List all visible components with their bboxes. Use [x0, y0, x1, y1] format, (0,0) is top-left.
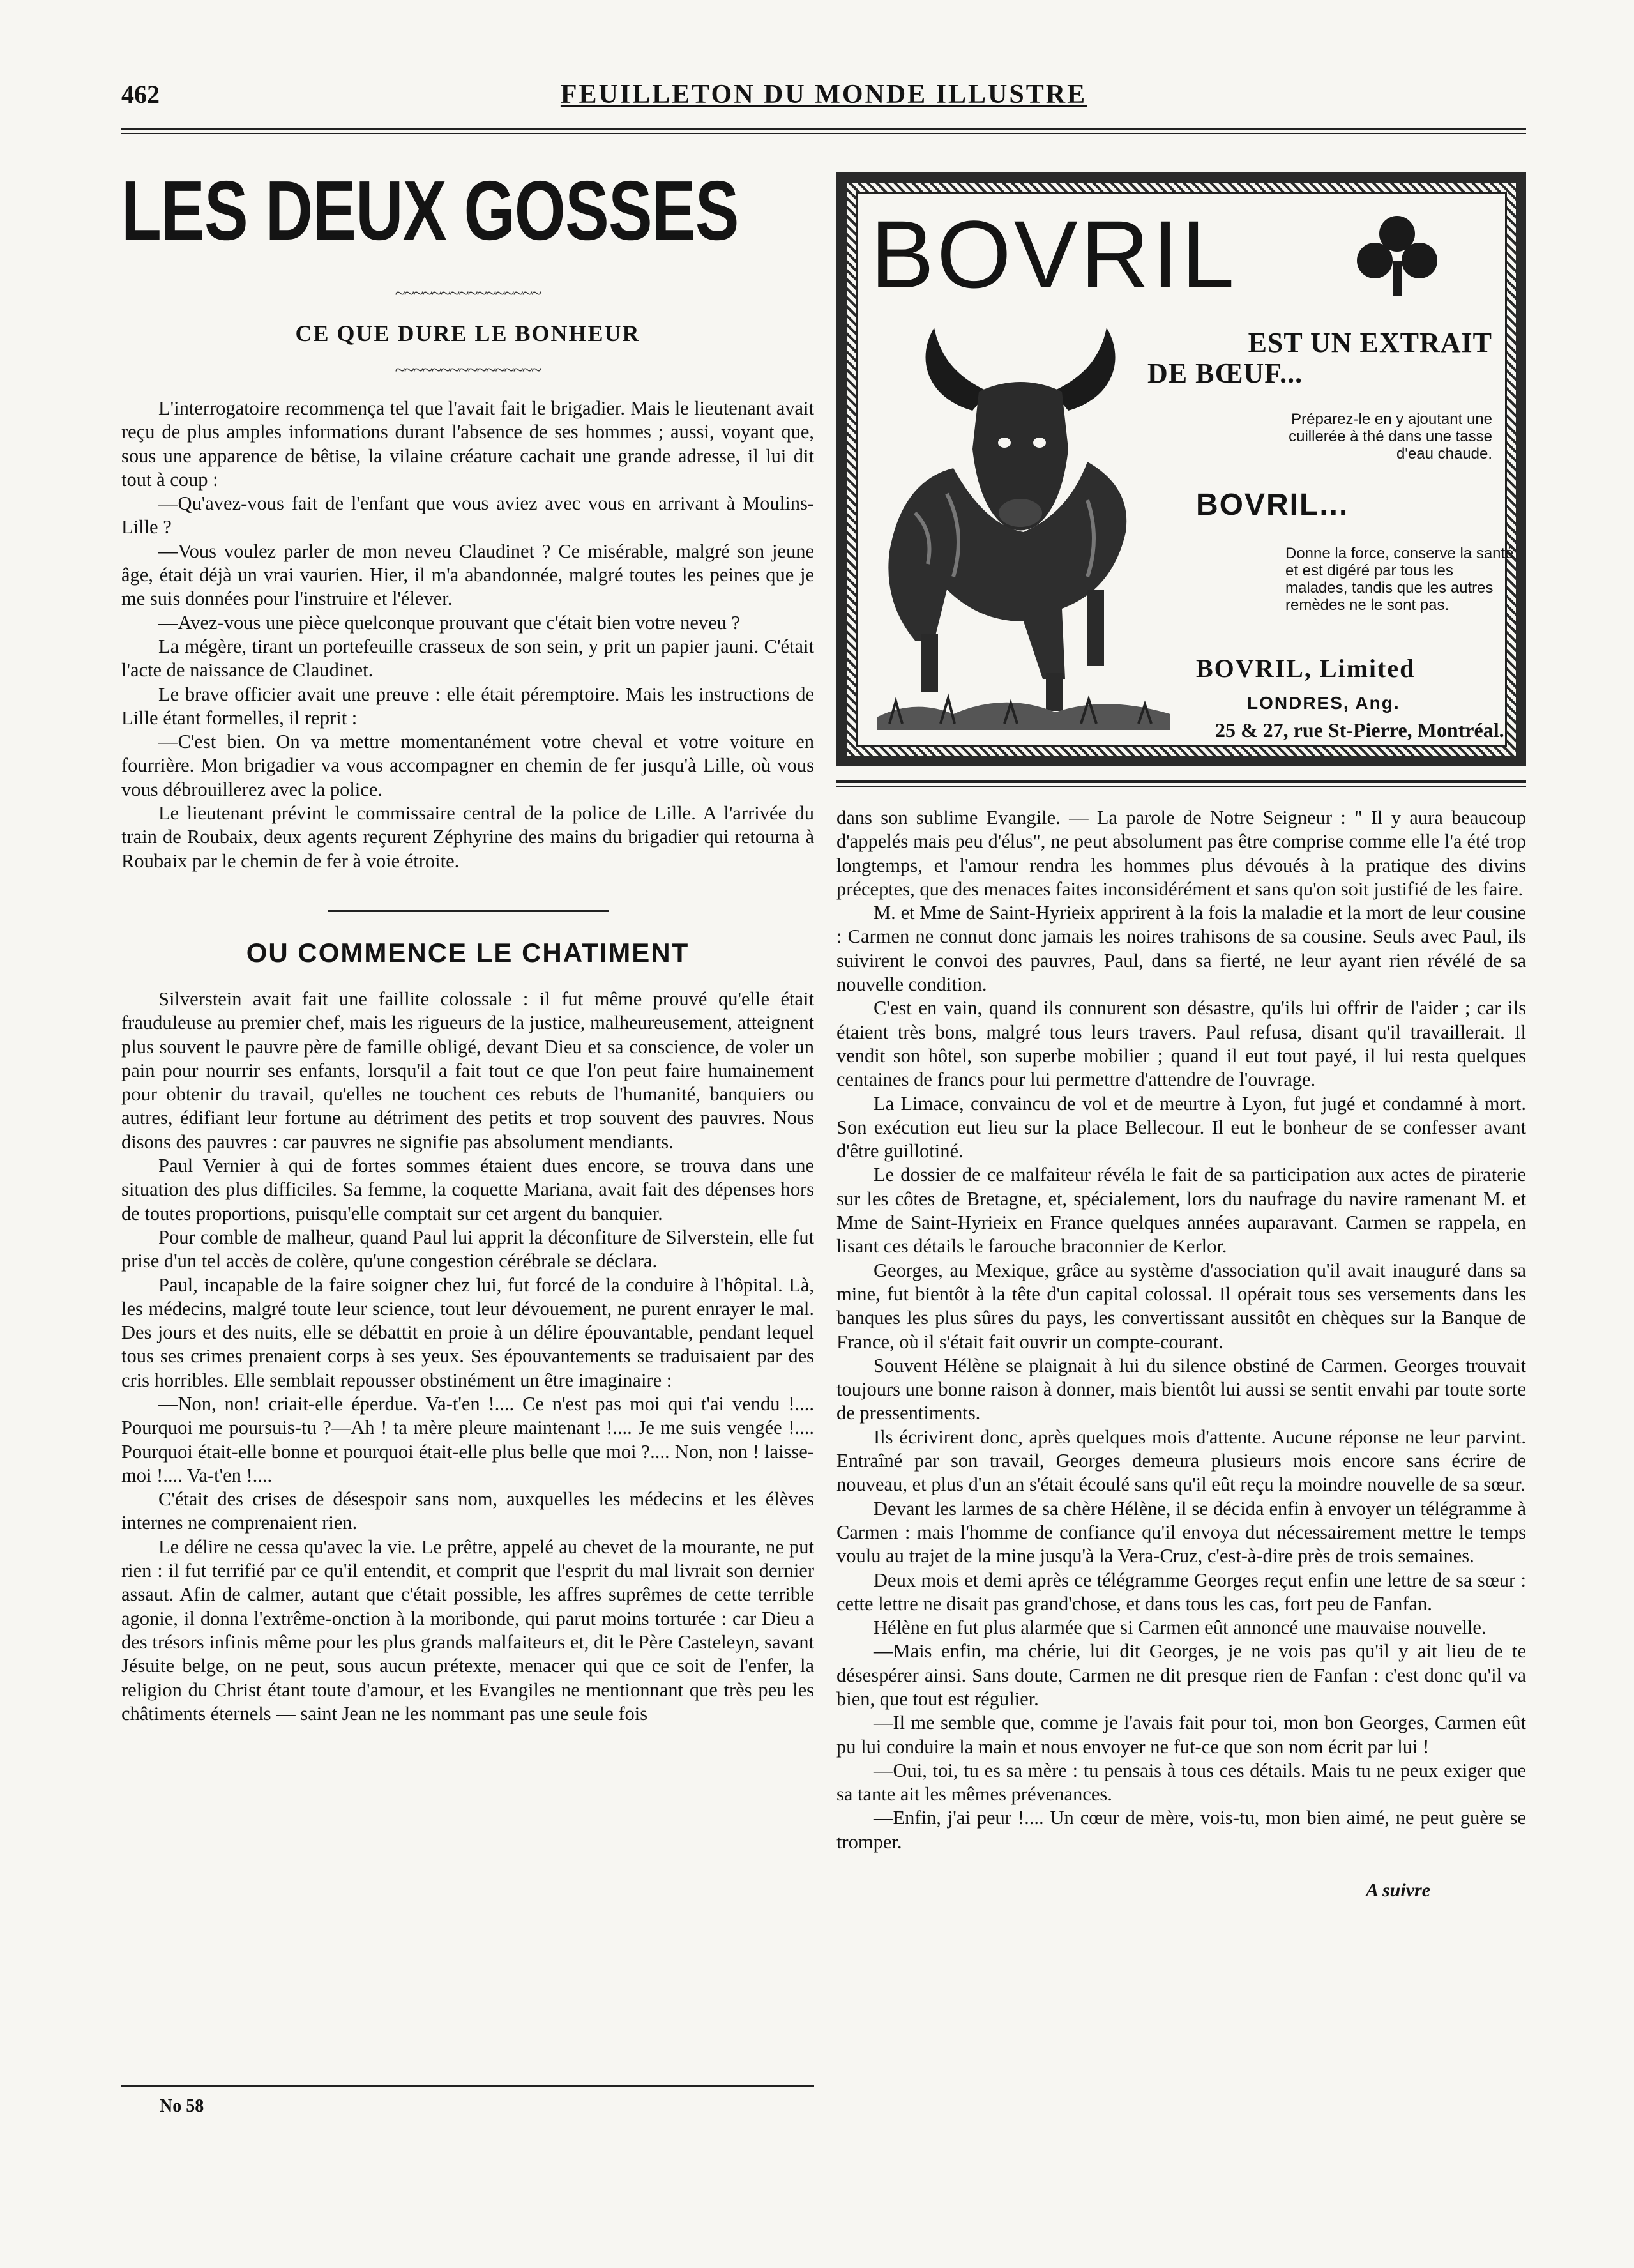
chapter2-body [121, 987, 814, 1726]
paragraph: Devant les larmes de sa chère Hélène, il se décida enfin à envoyer un télégramme à Carmen : mais l'homme de confiance qu'il envoya dut nécessairement mettre le temps voulu au trajet de la mine jusqu'à la Vera-Cruz, c'est-à-dire près de trois semaines. [836, 1497, 1526, 1567]
running-title: FEUILLETON DU MONDE ILLUSTRE [560, 80, 1087, 109]
section-separator [328, 910, 609, 912]
chapter-title: CE QUE DURE LE BONHEUR [295, 321, 640, 346]
paragraph: Paul, incapable de la faire soigner chez lui, fut forcé de la conduire à l'hôpital. Là, les médecins, malgré toute leur science, tout leur dévouement, ne purent enrayer le mal. Des jours et des nuits, elle se débattit en proie à un délire épouvantable, pendant lequel tous ses crimes prenaient corps à ses yeux. Ses épouvantements se traduisaient par des cris horribles. Elle semblait repousser obstinément un être imaginaire : [121, 1274, 814, 1391]
bovril-advertisement [836, 172, 1526, 766]
paragraph: Le brave officier avait une preuve : elle était péremptoire. Mais les instructions de Lille étant formelles, il reprit : [121, 683, 814, 729]
ad-slogan [1147, 328, 1492, 389]
ad-panel [856, 192, 1514, 747]
paragraph: —Avez-vous une pièce quelconque prouvant que c'était bien votre neveu ? [158, 611, 741, 634]
paragraph: Le délire ne cessa qu'avec la vie. Le prêtre, appelé au chevet de la mourante, ne put rien : il fut terrifié par ce qu'il entendit, et comprit que l'esprit du mal livrait son dernier assaut. Afin de calmer, autant que c'était possible, les affres suprêmes de cette terrible agonie, il donna l'extrême-onction à la moribonde, qui parut moins torturée : car Dieu a des trésors infinis même pour les plus grands malfaiteurs et, dit le Père Casteleyn, savant Jésuite belge, on ne peut, sous aucun prétexte, menacer qui que ce soit de l'enfer, la religion du Christ étant toute d'amour, et les Evangiles ne mentionnant que très peu les châtiments éternels — saint Jean ne les nommant pas une seule fois [121, 1535, 814, 1724]
paragraph: Georges, au Mexique, grâce au système d'association qu'il avait inauguré dans sa mine, fut bientôt à la tête d'un capital colossal. Il opérait tous ses versements dans les banques les plus sûres du pays, les convertissant aussitôt en chèques sur la Banque de France, où il s'était fait ouvrir un compte-courant. [836, 1259, 1526, 1353]
issue-number: No 58 [160, 2096, 204, 2116]
ad-double-rule [836, 780, 1526, 787]
paragraph: La Limace, convaincu de vol et de meurtre à Lyon, fut jugé et condamné à mort. Son exécution eut lieu sur la place Bellecour. Il eut le bonheur de se confesser avant d'être guillotiné. [836, 1092, 1526, 1162]
paragraph: Paul Vernier à qui de fortes sommes étaient dues encore, se trouva dans une situation des plus difficiles. Sa femme, la coquette Mariana, avait fait des dépenses hors de toutes proportions, puisqu'elle comptait sur cet argent du banquier. [121, 1155, 814, 1224]
paragraph: —Oui, toi, tu es sa mère : tu pensais à tous ces détails. Mais tu ne peux exiger que sa tante ait les mêmes prévenances. [836, 1759, 1526, 1806]
paragraph: —Il me semble que, comme je l'avais fait pour toi, mon bon Georges, Carmen eût pu lui conduire la main et nous envoyer ne fut-ce que son nom écrit par lui ! [836, 1712, 1526, 1758]
bull-illustration [877, 321, 1170, 730]
ad-preparation-text: Préparez-le en y ajoutant une cuillerée à thé dans une tasse d'eau chaude. [1289, 411, 1492, 462]
paragraph: La mégère, tirant un portefeuille crasseux de son sein, y prit un papier jauni. C'était l'acte de naissance de Claudinet. [121, 635, 814, 681]
paragraph: Souvent Hélène se plaignait à lui du silence obstiné de Carmen. Georges trouvait toujours une bonne raison à donner, mais bientôt lui aussi se sentit envahi par toute sorte de pressentiments. [836, 1354, 1526, 1424]
ad-brand-logo: BOVRIL [870, 201, 1237, 308]
paragraph: C'est en vain, quand ils connurent son désastre, qu'ils lui offrir de l'aider ; car ils étaient très bons, malgré tous leurs travers. Paul refusa, disant qu'il travaillerait. Il vendit son hôtel, son superbe mobilier ; quand il eut tout payé, il lui resta quelques centaines de francs pour lui permettre d'attendre de l'ouvrage. [836, 997, 1526, 1091]
footer-rule [121, 2085, 814, 2087]
ad-benefits-text: Donne la force, conserve la santé et est digéré par tous les malades, tandis que les autres remèdes ne le sont pas. [1285, 545, 1514, 614]
paragraph: dans son sublime Evangile. — La parole de Notre Seigneur : " Il y aura beaucoup d'appelés mais peu d'élus", ne peut absolument pas être comprise comme elle l'a été trop longtemps, et l'amour rendra les hommes plus dévoués à la pratique des divins préceptes, que des menaces faites inconsidérément et sans qu'on soit justifié de les faire. [836, 807, 1526, 900]
right-column [836, 806, 1526, 2096]
paragraph: —Vous voulez parler de mon neveu Claudinet ? Ce misérable, malgré son jeune âge, était déjà un vrai vaurien. Hier, il m'a abandonnée, malgré toutes les peines que je me suis données pour l'instruire et l'élever. [121, 540, 814, 610]
paragraph: Pour comble de malheur, quand Paul lui apprit la déconfiture de Silverstein, elle fut prise d'un tel accès de colère, qu'une congestion cérébrale se déclara. [121, 1226, 814, 1272]
page-number: 462 [121, 80, 160, 109]
ornament-divider: ~~~~~~~~~~~~~~~~ [395, 283, 541, 304]
paragraph: —Non, non! criait-elle éperdue. Va-t'en !.... Ce n'est pas moi qui t'ai vendu !.... Pourquoi me poursuis-tu ?—Ah ! ta mère pleure maintenant !.... Je me suis vengée !.... Pourquoi était-elle bonne et pourquoi était-elle plus belle que moi ?.... Non, non ! laisse-moi !.... Va-t'en !.... [121, 1392, 814, 1486]
paragraph: L'interrogatoire recommença tel que l'avait fait le brigadier. Mais le lieutenant avait reçu de plus amples informations durant l'absence de ses hommes ; aussi, voyant que, sous une apparence de bêtise, la vilaine créature cachait une grande adresse, il lui dit tout à coup : [121, 397, 814, 491]
paragraph: Deux mois et demi après ce télégramme Georges reçut enfin une lettre de sa sœur : cette lettre ne disait pas grand'chose, et dans tous les cas, fort peu de Fanfan. [836, 1569, 1526, 1615]
paragraph: Le lieutenant prévint le commissaire central de la police de Lille. A l'arrivée du train de Roubaix, deux agents reçurent Zéphyrine des mains du brigadier qui retourna à Roubaix par le chemin de fer à voie étroite. [121, 802, 814, 872]
serial-title: LES DEUX GOSSES [121, 164, 739, 257]
ad-company: BOVRIL, Limited [1196, 654, 1416, 683]
ad-slogan-line: EST UN EXTRAIT [1248, 327, 1492, 358]
chapter1-body [121, 397, 814, 873]
to-be-continued: A suivre [1366, 1880, 1430, 1901]
paragraph: Ils écrivirent donc, après quelques mois d'attente. Aucune réponse ne leur parvint. Entraîné par son travail, Georges demeura plusieurs mois encore sans écrire de nouveau, et plus d'un an s'était écoulé sans qu'il eût reçu la moindre nouvelle de sa sœur. [836, 1426, 1526, 1496]
ad-brand-secondary: BOVRIL... [1196, 488, 1349, 522]
paragraph: —Mais enfin, ma chérie, lui dit Georges, je ne vois pas qu'il y ait lieu de te désespérer ainsi. Sans doute, Carmen ne dit presque rien de Fanfan : c'est donc qu'il va bien, que tout est régulier. [836, 1640, 1526, 1710]
left-column [121, 150, 814, 2104]
paragraph: M. et Mme de Saint-Hyrieix apprirent à la fois la maladie et la mort de leur cousine : Carmen ne connut donc jamais les noires trahisons de sa cousine. Seuls avec Paul, ils suivirent le convoi des pauvres, Paul, dans sa fierté, ne leur ayant rien révélé de sa nouvelle condition. [836, 902, 1526, 996]
ad-slogan-line: DE BŒUF... [1147, 358, 1303, 389]
continued-body [836, 806, 1526, 1854]
chapter-title: OU COMMENCE LE CHATIMENT [246, 937, 690, 968]
paragraph: —Enfin, j'ai peur !.... Un cœur de mère, vois-tu, mon bien aimé, ne peut guère se tromper. [836, 1807, 1526, 1853]
header-double-rule [121, 128, 1526, 134]
paragraph: —C'est bien. On va mettre momentanément votre cheval et votre voiture en fourrière. Mon brigadier va vous accompagner en chemin de fer jusqu'à Lille, où vous vous débrouillerez avec la police. [121, 731, 814, 800]
paragraph: Le dossier de ce malfaiteur révéla le fait de sa participation aux actes de piraterie sur les côtes de Bretagne, et, spécialement, lors du naufrage du navire ramenant M. et Mme de Saint-Hyrieix en France quelques années auparavant. Carmen se rappela, en lisant ces détails le farouche braconnier de Kerlor. [836, 1164, 1526, 1258]
ad-address: 25 & 27, rue St-Pierre, Montréal. [1215, 719, 1504, 742]
paragraph: —Qu'avez-vous fait de l'enfant que vous aviez avec vous en arrivant à Moulins-Lille ? [121, 492, 814, 538]
paragraph: C'était des crises de désespoir sans nom, auxquelles les médecins et les élèves internes ne comprenaient rien. [121, 1488, 814, 1534]
paragraph: Silverstein avait fait une faillite colossale : il fut même prouvé qu'elle était frauduleuse au premier chef, mais les rigueurs de la justice, malheureusement, atteignent plus souvent le pauvre père de famille obligé, devant Dieu et sa conscience, de voler un pain pour nourrir ses enfants, lorsqu'il a fait tout ce que l'on peut faire humainement pour obtenir du travail, qu'elles ne touchent ces rebuts de l'humanité, banquiers ou autres, édifiant leur fortune au détriment des petits et trop souvent des pauvres. Nous disons des pauvres : car pauvres ne signifie pas absolument mendiants. [121, 987, 814, 1153]
clover-icon [1349, 209, 1445, 299]
paragraph: Hélène en fut plus alarmée que si Carmen eût annoncé une mauvaise nouvelle. [874, 1617, 1486, 1639]
ad-city: LONDRES, Ang. [1247, 693, 1400, 713]
ornament-divider: ~~~~~~~~~~~~~~~~ [395, 360, 541, 381]
page-header [121, 79, 1526, 124]
